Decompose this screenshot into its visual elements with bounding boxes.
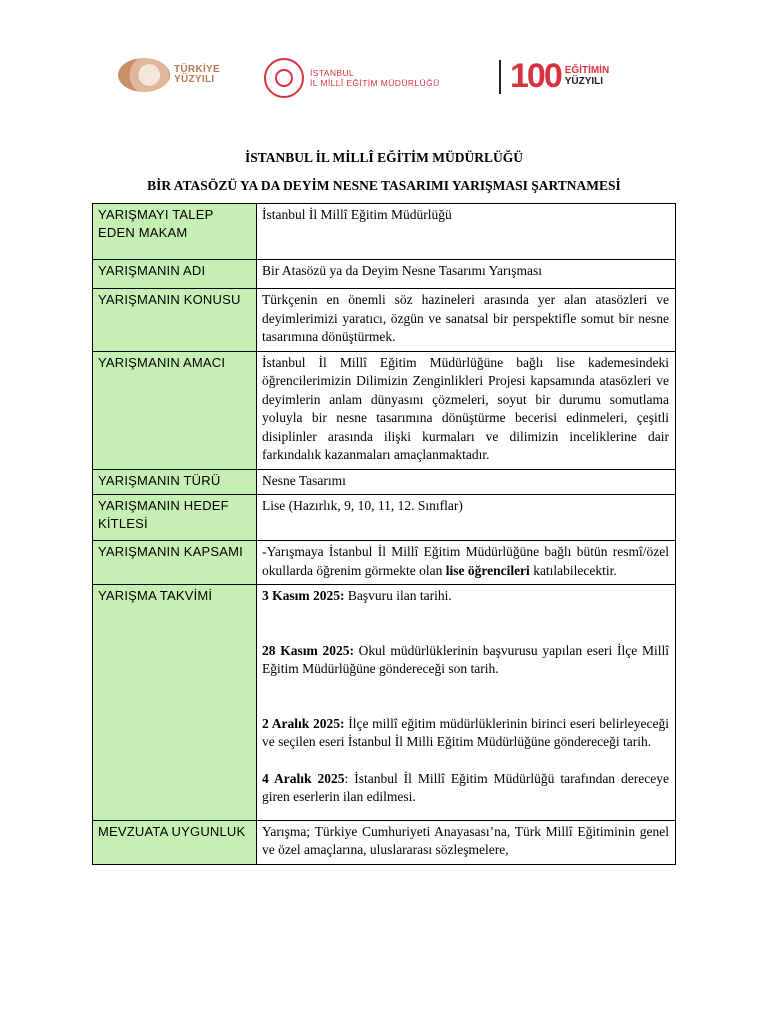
row-label: YARIŞMANIN HEDEF KİTLESİ	[93, 495, 257, 541]
row-label: MEVZUATA UYGUNLUK	[93, 820, 257, 864]
meb-logo	[264, 58, 440, 98]
table-row	[93, 541, 676, 585]
egitimin-yuzyili-line2: YÜZYILI	[564, 76, 604, 87]
logo-divider	[499, 60, 501, 94]
meb-logo-line2: İL MİLLÎ EĞİTİM MÜDÜRLÜĞÜ	[310, 78, 440, 88]
schedule-date: 4 Aralık 2025	[262, 770, 345, 786]
meb-logo-line1: İSTANBUL	[310, 68, 355, 78]
row-value: Türkçenin en önemli söz hazineleri arasında yer alan atasözleri ve deyimlerimizi yaratıcı, özgün ve sanatsal bir perspektifle somut bir nesne tasarımına dönüştürmek.	[257, 289, 676, 352]
row-label: YARIŞMANIN ADI	[93, 260, 257, 289]
row-label: YARIŞMANIN AMACI	[93, 351, 257, 469]
row-label: YARIŞMANIN TÜRÜ	[93, 469, 257, 495]
table-row	[93, 820, 676, 864]
row-value: Nesne Tasarımı	[257, 469, 676, 495]
table-row	[93, 469, 676, 495]
kapsam-text-end: katılabilecektir.	[529, 562, 617, 578]
specification-table	[92, 203, 676, 865]
turkiye-yuzyili-logo	[118, 58, 220, 92]
row-label: YARIŞMANIN KAPSAMI	[93, 541, 257, 585]
row-label: YARIŞMAYI TALEP EDEN MAKAM	[93, 204, 257, 260]
schedule-list	[257, 585, 676, 821]
document-subtitle: BİR ATASÖZÜ YA DA DEYİM NESNE TASARIMI YARIŞMASI ŞARTNAMESİ	[147, 178, 621, 193]
schedule-date: 2 Aralık 2025:	[262, 715, 345, 731]
logo-bar	[0, 52, 768, 102]
row-value: İstanbul İl Millî Eğitim Müdürlüğü	[257, 204, 676, 260]
schedule-item	[262, 587, 669, 606]
row-value: Bir Atasözü ya da Deyim Nesne Tasarımı Yarışması	[257, 260, 676, 289]
schedule-text: İlçe millî eğitim müdürlüklerinin birinci eseri belirleyeceği ve seçilen eseri İstanbul İl Milli Eğitim Müdürlüğüne göndereceği tarih.	[262, 715, 669, 749]
table-row	[93, 260, 676, 289]
row-label: YARIŞMANIN KONUSU	[93, 289, 257, 352]
document-title: İSTANBUL İL MİLLÎ EĞİTİM MÜDÜRLÜĞÜ	[244, 150, 524, 165]
turkiye-yuzyili-line2: YÜZYILI	[174, 74, 215, 85]
kapsam-text: -Yarışmaya İstanbul İl Millî Eğitim Müdürlüğüne bağlı bütün resmî/özel okullarda öğrenim görmekte olan	[262, 544, 669, 578]
row-value: Yarışma; Türkiye Cumhuriyeti Anayasası’na, Türk Millî Eğitiminin genel ve özel amaçlarına, uluslararası sözleşmelere,	[257, 820, 676, 864]
table-row	[93, 585, 676, 821]
table-row	[93, 495, 676, 541]
meb-seal-icon	[264, 58, 304, 98]
schedule-date: 28 Kasım 2025:	[262, 642, 354, 658]
schedule-text: Okul müdürlüklerinin başvurusu yapılan eseri İlçe Millî Eğitim Müdürlüğüne göndereceği son tarih.	[262, 642, 669, 676]
schedule-item	[262, 642, 669, 679]
schedule-item	[262, 770, 669, 807]
turkiye-yuzyili-line1: TÜRKİYE	[174, 64, 220, 75]
egitimin-yuzyili-number: 100	[510, 57, 561, 95]
kapsam-bold-text: lise öğrencileri	[445, 562, 530, 578]
schedule-date: 3 Kasım 2025:	[262, 588, 345, 603]
egitimin-yuzyili-logo	[510, 58, 609, 94]
schedule-item	[262, 715, 669, 752]
table-row	[93, 289, 676, 352]
row-value: İstanbul İl Millî Eğitim Müdürlüğüne bağlı lise kademesindeki öğrencilerimizin Dilimizin Zenginlikleri Projesi kapsamında atasözleri ve deyimlerin anlam dünyasını çözmeleri, soyut bir durumu somutlama yoluyla bir nesne tasarımına dönüştürme becerisi edinmeleri, çeşitli disiplinler arasında ilişki kurmaları ve dilimizin inceliklerine dair farkındalık kazanmaları amaçlanmaktadır.	[257, 351, 676, 469]
table-row	[93, 204, 676, 260]
table-row	[93, 351, 676, 469]
row-value	[257, 541, 676, 585]
egitimin-yuzyili-line1: EĞİTİMİN	[564, 65, 610, 76]
schedule-text: : İstanbul İl Millî Eğitim Müdürlüğü tarafından dereceye giren eserlerin ilan edilmesi.	[262, 770, 669, 804]
turkiye-yuzyili-emblem-icon	[118, 58, 170, 92]
row-label: YARIŞMA TAKVİMİ	[93, 585, 257, 821]
row-value: Lise (Hazırlık, 9, 10, 11, 12. Sınıflar)	[257, 495, 676, 541]
schedule-text: Başvuru ilan tarihi.	[344, 588, 452, 603]
